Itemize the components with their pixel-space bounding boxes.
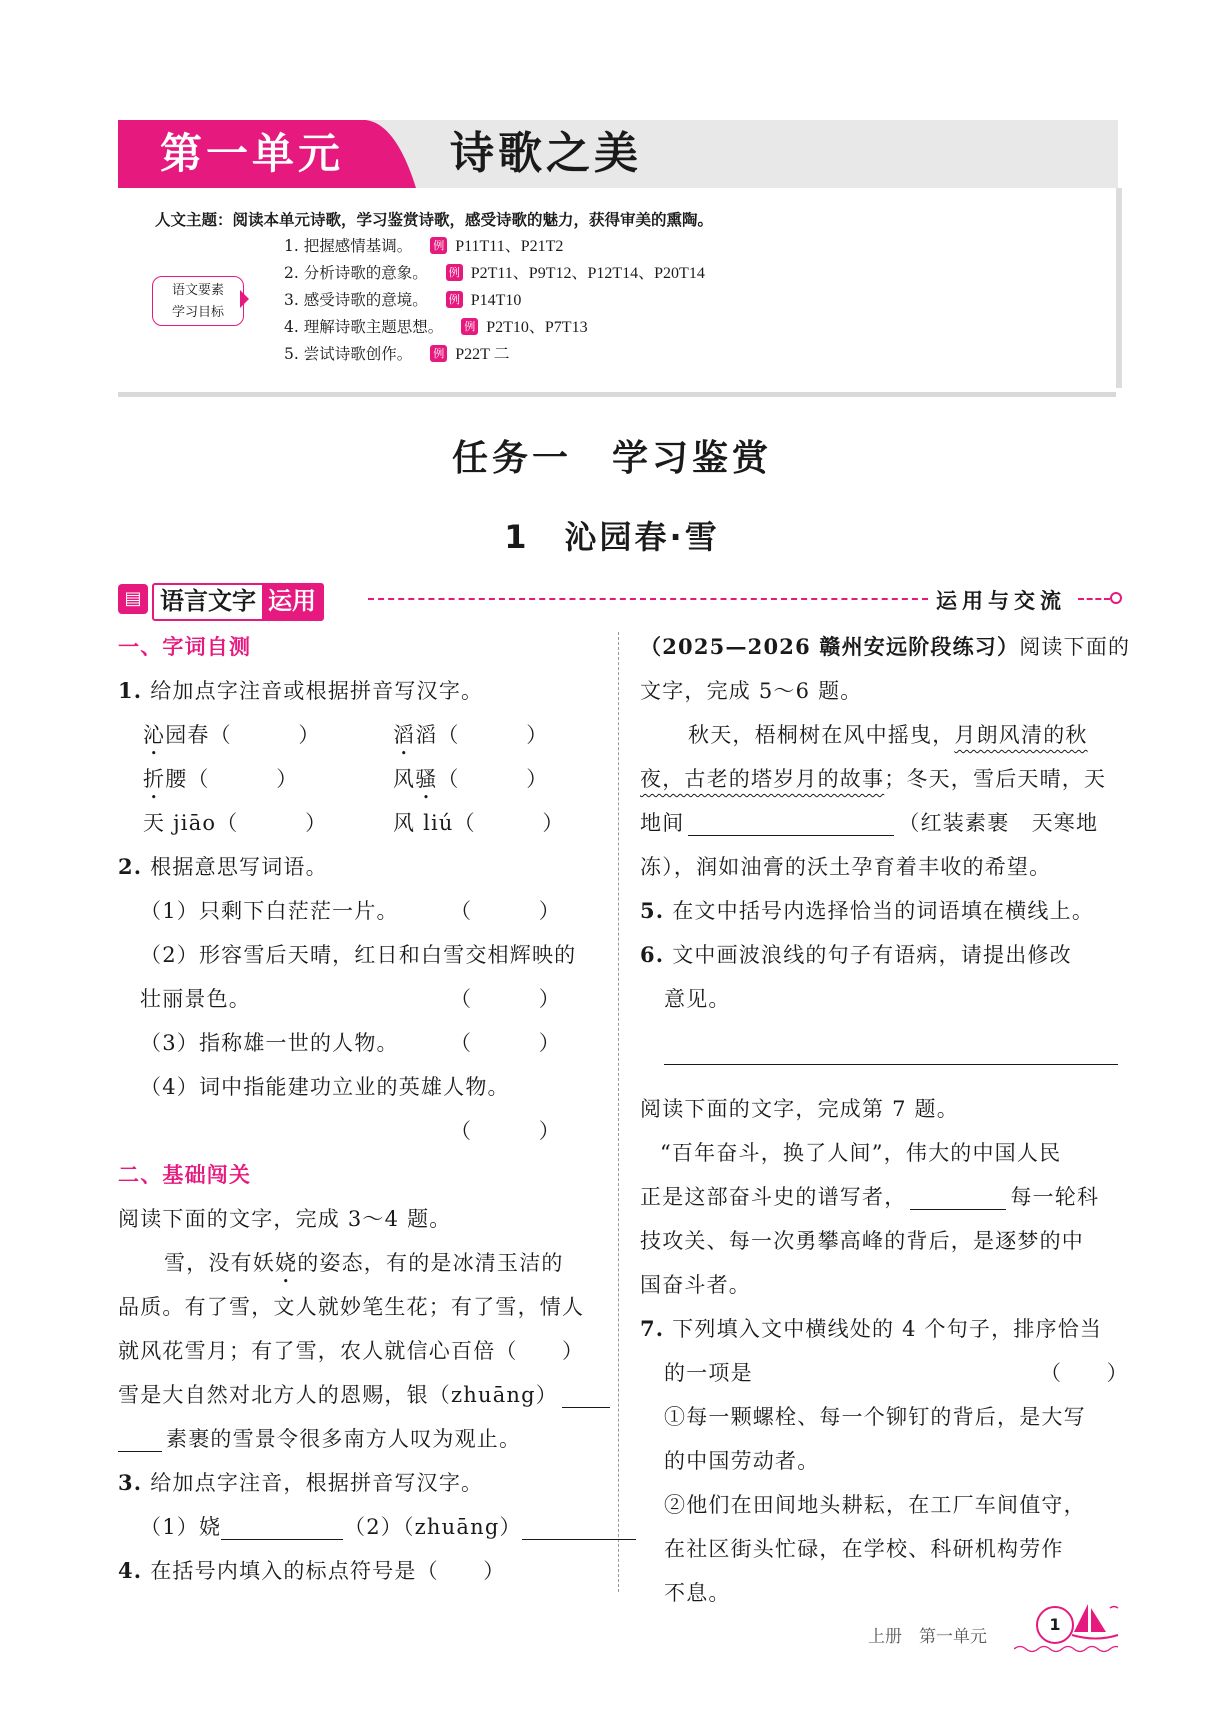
option-line: ①每一颗螺栓、每一个铆钉的背后，是大写 — [664, 1405, 1086, 1429]
option-line: 不息。 — [664, 1581, 731, 1605]
passage-line: 技攻关、每一次勇攀高峰的背后，是逐梦的中 — [640, 1229, 1084, 1253]
answer-blank[interactable] — [118, 1423, 162, 1452]
answer-blank[interactable] — [221, 1511, 343, 1540]
example-icon: 例 — [430, 345, 447, 362]
goal-item: 2. 分析诗歌的意象。 例 P2T11、P9T12、P12T14、P20T14 — [284, 264, 705, 282]
lesson-title: 1 沁园春·雪 — [504, 518, 720, 556]
section-subtitle: 运用与交流 — [936, 588, 1066, 613]
reading-instruction: 文字，完成 5～6 题。 — [640, 679, 863, 703]
answer-blank[interactable] — [562, 1379, 610, 1408]
passage-line: 地间 （红装素裹 天寒地 — [640, 801, 1098, 845]
answer-blank[interactable] — [522, 1511, 636, 1540]
answer-blank[interactable] — [688, 807, 894, 836]
section-divider — [368, 598, 928, 600]
answer-paren: （ ） — [450, 1119, 561, 1143]
reading-instruction: 阅读下面的文字，完成第 7 题。 — [640, 1097, 959, 1121]
question-6-cont: 意见。 — [664, 987, 731, 1011]
passage-line: 就风花雪月；有了雪，农人就信心百倍（ ） — [118, 1339, 585, 1363]
header-divider — [118, 392, 1116, 397]
wave-decoration — [1014, 1644, 1118, 1654]
q2-item: （1）只剩下白茫茫一片。 — [140, 899, 399, 923]
example-icon: 例 — [430, 237, 447, 254]
footer-label: 上册 第一单元 — [868, 1627, 987, 1647]
question-3: 3. 给加点字注音，根据拼音写汉字。 — [118, 1470, 484, 1495]
option-line: 的中国劳动者。 — [664, 1449, 820, 1473]
answer-blank[interactable] — [910, 1181, 1006, 1210]
q1-item: 天 jiāo（ ） — [143, 811, 328, 835]
task-title: 任务一 学习鉴赏 — [451, 438, 772, 479]
question-6: 6. 文中画波浪线的句子有语病，请提出修改 — [640, 942, 1072, 967]
q1-item: 风 liú（ ） — [393, 811, 565, 835]
question-4: 4. 在括号内填入的标点符号是（ ） — [118, 1558, 506, 1583]
goal-item: 5. 尝试诗歌创作。 例 P22T 二 — [284, 345, 510, 363]
question-7: 7. 下列填入文中横线处的 4 个句子，排序恰当 — [640, 1316, 1103, 1341]
example-icon: 例 — [446, 291, 463, 308]
goal-badge-line1: 语文要素 — [171, 283, 224, 298]
passage-line: 素裹的雪景令很多南方人叹为观止。 — [118, 1417, 521, 1461]
q2-item: 壮丽景色。 — [140, 987, 251, 1011]
unit-title: 诗歌之美 — [450, 128, 642, 179]
option-line: 在社区街头忙碌，在学校、科研机构劳作 — [664, 1537, 1064, 1561]
part2-heading: 二、基础闯关 — [118, 1163, 252, 1187]
question-7-cont: 的一项是 — [664, 1361, 753, 1385]
answer-paren: （ ） — [450, 1031, 561, 1055]
chevron-right-icon — [240, 290, 249, 308]
passage-line: 雪，没有妖娆的姿态，有的是冰清玉洁的 — [164, 1251, 564, 1275]
source-line: （2025—2026 赣州安远阶段练习）阅读下面的 — [640, 634, 1131, 659]
page-number: 1 — [1036, 1606, 1074, 1644]
q1-item: 风骚（ ） — [393, 767, 549, 791]
answer-paren: （ ） — [1040, 1361, 1129, 1385]
question-5: 5. 在文中括号内选择恰当的词语填在横线上。 — [640, 898, 1095, 923]
column-divider — [618, 632, 619, 1592]
question-1: 1. 给加点字注音或根据拼音写汉字。 — [118, 678, 484, 703]
q3-item: （1）娆 — [140, 1505, 343, 1549]
option-line: ②他们在田间地头耕耘，在工厂车间值守， — [664, 1493, 1086, 1517]
example-icon: 例 — [461, 318, 478, 335]
q3-item: （2）（zhuāng） — [344, 1505, 636, 1549]
question-2: 2. 根据意思写词语。 — [118, 854, 328, 879]
goal-item: 1. 把握感情基调。 例 P11T11、P21T2 — [284, 237, 564, 255]
passage-line: 品质。有了雪，文人就妙笔生花；有了雪，情人 — [118, 1295, 585, 1319]
goal-badge — [152, 276, 244, 326]
circle-icon — [1110, 592, 1122, 604]
answer-paren: （ ） — [450, 899, 561, 923]
passage-line: 正是这部奋斗史的谱写者， 每一轮科 — [640, 1175, 1099, 1219]
part1-heading: 一、字词自测 — [118, 635, 252, 659]
section-divider-end — [1078, 598, 1110, 600]
passage-line: 秋天，梧桐树在风中摇曳，月朗风清的秋 — [688, 723, 1088, 747]
answer-paren: （ ） — [450, 987, 561, 1011]
goal-item: 4. 理解诗歌主题思想。 例 P2T10、P7T13 — [284, 318, 588, 336]
q1-item: 滔滔（ ） — [393, 723, 549, 747]
section-title: 语言文字 运用 — [152, 583, 324, 621]
goal-item: 3. 感受诗歌的意境。 例 P14T10 — [284, 291, 522, 309]
goal-badge-line2: 学习目标 — [171, 305, 224, 320]
unit-label: 第一单元 — [160, 129, 345, 178]
example-icon: 例 — [446, 264, 463, 281]
reading-instruction: 阅读下面的文字，完成 3～4 题。 — [118, 1207, 452, 1231]
answer-line[interactable] — [664, 1064, 1118, 1065]
passage-line: 雪是大自然对北方人的恩赐，银（zhuāng） — [118, 1373, 610, 1417]
q2-item: （4）词中指能建功立业的英雄人物。 — [140, 1075, 510, 1099]
passage-line: 冻），润如油膏的沃土孕育着丰收的希望。 — [640, 855, 1052, 879]
q2-item: （2）形容雪后天晴，红日和白雪交相辉映的 — [140, 943, 577, 967]
books-icon: ▤ — [118, 584, 148, 614]
passage-line: 国奋斗者。 — [640, 1273, 751, 1297]
q2-item: （3）指称雄一世的人物。 — [140, 1031, 399, 1055]
q1-item: 折腰（ ） — [143, 767, 299, 791]
q1-item: 沁园春（ ） — [143, 723, 321, 747]
humanities-theme: 人文主题：阅读本单元诗歌，学习鉴赏诗歌，感受诗歌的魅力，获得审美的熏陶。 — [155, 211, 714, 229]
passage-line: “百年奋斗，换了人间”，伟大的中国人民 — [660, 1141, 1062, 1165]
sailboat-icon — [1070, 1598, 1124, 1646]
passage-line: 夜，古老的塔岁月的故事；冬天，雪后天晴，天 — [640, 767, 1107, 791]
